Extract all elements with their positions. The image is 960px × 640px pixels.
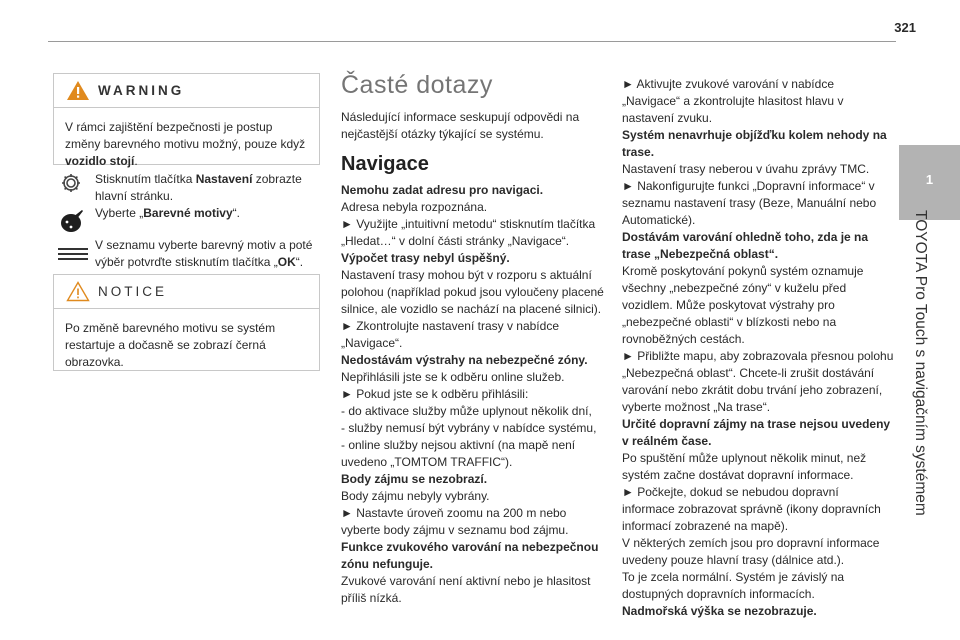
chapter-title: TOYOTA Pro Touch s navigačním systémem [912, 210, 929, 516]
faq-question: Nadmořská výška se nezobrazuje. [622, 604, 817, 618]
warning-header [54, 74, 319, 108]
faq-heading: Časté dotazy [341, 71, 493, 99]
faq-answer-line: - online služby nejsou aktivní (na mapě není uvedeno „TOMTOM TRAFFIC“). [341, 438, 576, 469]
faq-answer-line: Nastavení trasy mohou být v rozporu s aktuální polohou (například pokud jsou vyloučeny placené silnice, ale vozidlo se nachází na placené silnici). [341, 268, 604, 316]
faq-column-2 [622, 76, 894, 620]
notice-text: Po změně barevného motivu se systém restartuje a dočasně se zobrazí černá obrazovka. [65, 321, 276, 369]
notice-header [54, 275, 319, 309]
page-number: 321 [894, 20, 916, 35]
faq-question: Systém nenavrhuje objížďku kolem nehody na trase. [622, 128, 887, 159]
faq-list [622, 127, 894, 620]
list-icon [58, 247, 88, 261]
faq-answer-line: Kromě poskytování pokynů systém oznamuje všechny „nebezpečné zóny“ v kuželu před vozidlem. Může poskytovat výstrahy pro „nebezpečné oblasti“ v blízkosti nebo na rovnoběžných cestách. [622, 264, 864, 346]
faq-question: Nedostávám výstrahy na nebezpečné zóny. [341, 353, 588, 367]
faq-answer-line: To je zcela normální. Systém je závislý na dostupných dopravních informacích. [622, 570, 845, 601]
faq-question: Nemohu zadat adresu pro navigaci. [341, 183, 544, 197]
faq-column-1 [341, 70, 606, 607]
faq-answer-line: ► Zkontrolujte nastavení trasy v nabídce „Navigace“. [341, 319, 559, 350]
faq-question: Body zájmu se nezobrazí. [341, 472, 488, 486]
faq-answer-line: ► Využijte „intuitivní metodu“ stisknutím tlačítka „Hledat…“ v dolní části stránky „Navigace“. [341, 217, 596, 248]
faq-question: Výpočet trasy nebyl úspěšný. [341, 251, 510, 265]
paint-icon [60, 209, 84, 233]
faq-answer-line: Zvukové varování není aktivní nebo je hlasitost příliš nízká. [341, 574, 591, 605]
chapter-tab[interactable] [899, 145, 960, 220]
faq-answer-line: Nastavení trasy neberou v úvahu zprávy TMC. [622, 162, 870, 176]
faq-answer-line: - do aktivace služby může uplynout několik dní, [341, 404, 592, 418]
faq-answer-line: Po spuštění může uplynout několik minut, než systém začne dostávat dopravní informace. [622, 451, 867, 482]
chapter-tab-number: 1 [925, 172, 934, 187]
warning-title: WARNING [98, 83, 185, 98]
faq-question: Funkce zvukového varování na nebezpečnou zónu nefunguje. [341, 540, 599, 571]
faq-answer-line: V některých zemích jsou pro dopravní informace uvedeny pouze hlavní trasy (dálnice atd.). [622, 536, 880, 567]
faq-question: Dostávám varování ohledně toho, zda je na trase „Nebezpečná oblast“. [622, 230, 869, 261]
notice-title: NOTICE [98, 284, 168, 299]
faq-answer-line: - služby nemusí být vybrány v nabídce systému, [341, 421, 597, 435]
step-select-theme-text: V seznamu vyberte barevný motiv a poté výběr potvrďte stisknutím tlačítka „OK“. [95, 238, 313, 269]
navigation-heading: Navigace [341, 153, 429, 175]
faq-lead: ► Aktivujte zvukové varování v nabídce „Navigace“ a zkontrolujte hlasitost hlavu v nastavení zvuku. [622, 77, 844, 125]
warning-triangle-icon [66, 80, 90, 101]
warning-box [53, 73, 320, 168]
faq-answer-line: Adresa nebyla rozpoznána. [341, 200, 488, 214]
warning-text: V rámci zajištění bezpečnosti je postup změny barevného motivu možný, pouze když vozidlo stojí. [65, 120, 306, 168]
step-settings-text: Stisknutím tlačítka Nastavení zobrazte hlavní stránku. [95, 172, 302, 203]
step-color-themes-text: Vyberte „Barevné motivy“. [95, 206, 240, 220]
notice-box [53, 274, 320, 371]
header-rule [48, 41, 896, 42]
faq-question: Určité dopravní zájmy na trase nejsou uvedeny v reálném čase. [622, 417, 891, 448]
faq-answer-line: ► Počkejte, dokud se nebudou dopravní informace zobrazovat správně (ikony dopravních informací zobrazené na mapě). [622, 485, 881, 533]
faq-answer-line: ► Přibližte mapu, aby zobrazovala přesnou polohu „Nebezpečná oblast“. Chcete-li zrušit dostávání varování nebo zkrátit dobu trvání jeho zobrazení, vyberte možnost „Na trase“. [622, 349, 894, 414]
faq-answer-line: ► Nastavte úroveň zoomu na 200 m nebo vyberte body zájmu v seznamu bod zájmu. [341, 506, 569, 537]
faq-answer-line: Nepřihlásili jste se k odběru online služeb. [341, 370, 565, 384]
faq-intro: Následující informace seskupují odpovědi na nejčastější otázky týkající se systému. [341, 110, 580, 141]
gear-icon [60, 172, 82, 194]
faq-list [341, 182, 606, 607]
faq-answer-line: ► Pokud jste se k odběru přihlásili: [341, 387, 529, 401]
faq-answer-line: ► Nakonfigurujte funkci „Dopravní informace“ v seznamu nastavení trasy (Beze, Manuální nebo Automatické). [622, 179, 877, 227]
faq-answer-line: Body zájmu nebyly vybrány. [341, 489, 490, 503]
notice-triangle-icon [66, 281, 90, 302]
